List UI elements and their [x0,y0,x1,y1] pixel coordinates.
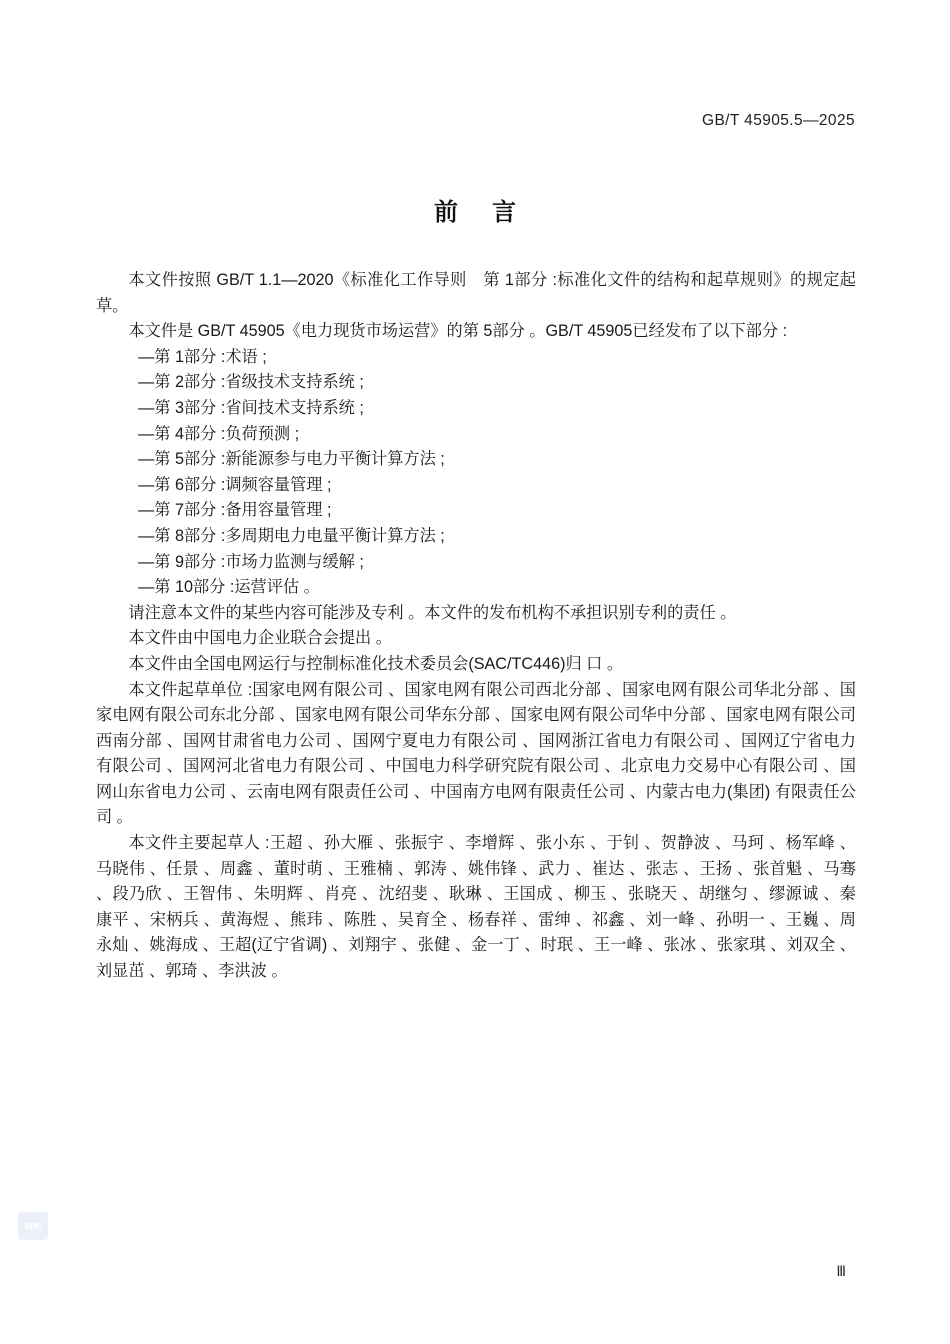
list-item: —第 1部分 :术语 ; [138,347,267,366]
paragraph-series-intro: 本文件是 GB/T 45905《电力现货市场运营》的第 5部分 。GB/T 45905已经发布了以下部分 : [128,322,788,341]
page-number: Ⅲ [836,1263,846,1279]
running-header-standard-number: GB/T 45905.5—2025 [701,112,855,129]
list-item: —第 2部分 :省级技术支持系统 ; [138,373,364,392]
paragraph-under-jurisdiction: 本文件由全国电网运行与控制标准化技术委员会(SAC/TC446)归 口 。 [128,654,624,673]
page-title: 前言 [434,199,550,226]
paragraph-patent-notice: 请注意本文件的某些内容可能涉及专利 。本文件的发布机构不承担识别专利的责任 。 [128,603,737,622]
paragraph-proposed-by: 本文件由中国电力企业联合会提出 。 [128,629,392,648]
paragraph-drafting-units: 本文件起草单位 :国家电网有限公司 、国家电网有限公司西北分部 、国家电网有限公司华北分部 、国家电网有限公司东北分部 、国家电网有限公司华东分部 、国家电网有限公司华中分部 、国家电网有限公司西南分部 、国网甘肃省电力公司 、国网宁夏电力有限公司 、国网浙江省电力有限公司 、国网辽宁省电力有限公司 、国网河北省电力有限公司 、中国电力科学研究院有限公司 、北京电力交易中心有限公司 、国网山东省电力公司 、云南电网有限责任公司 、中国南方电网有限责任公司 、内蒙古电力(集团) 有限责任公司 。 [96,680,856,827]
list-item: —第 7部分 :备用容量管理 ; [138,501,332,520]
paragraph-intro-rules: 本文件按照 GB/T 1.1—2020《标准化工作导则 第 1部分 :标准化文件的结构和起草规则》的规定起草。 [96,271,856,315]
list-item: —第 9部分 :市场力监测与缓解 ; [138,552,364,571]
list-item: —第 8部分 :多周期电力电量平衡计算方法 ; [138,526,445,545]
list-item: —第 6部分 :调频容量管理 ; [138,475,332,494]
list-item: —第 4部分 :负荷预测 ; [138,424,300,443]
corner-watermark-logo: snc [18,1212,48,1240]
list-item: —第 3部分 :省间技术支持系统 ; [138,398,364,417]
paragraph-main-drafters: 本文件主要起草人 :王超 、孙大雁 、张振宇 、李增辉 、张小东 、于钊 、贺静波 、马珂 、杨军峰 、马晓伟 、任景 、周鑫 、董时萌 、王雅楠 、郭涛 、姚伟锋 、武力 、崔达 、张志 、王扬 、张首魁 、马骞 、段乃欣 、王智伟 、朱明辉 、肖亮 、沈绍斐 、耿琳 、王国成 、柳玉 、张晓天 、胡继匀 、缪源诚 、秦康平 、宋柄兵 、黄海煜 、熊玮 、陈胜 、吴育全 、杨春祥 、雷绅 、祁鑫 、刘一峰 、孙明一 、王巍 、周永灿 、姚海成 、王超(辽宁省调) 、刘翔宇 、张健 、金一丁 、时珉 、王一峰 、张冰 、张家琪 、刘双全 、刘显茁 、郭琦 、李洪波 。 [96,834,856,981]
parts-list [96,345,856,601]
list-item: —第 10部分 :运营评估 。 [138,578,320,597]
list-item: —第 5部分 :新能源参与电力平衡计算方法 ; [138,450,445,469]
foreword-body [96,268,856,985]
